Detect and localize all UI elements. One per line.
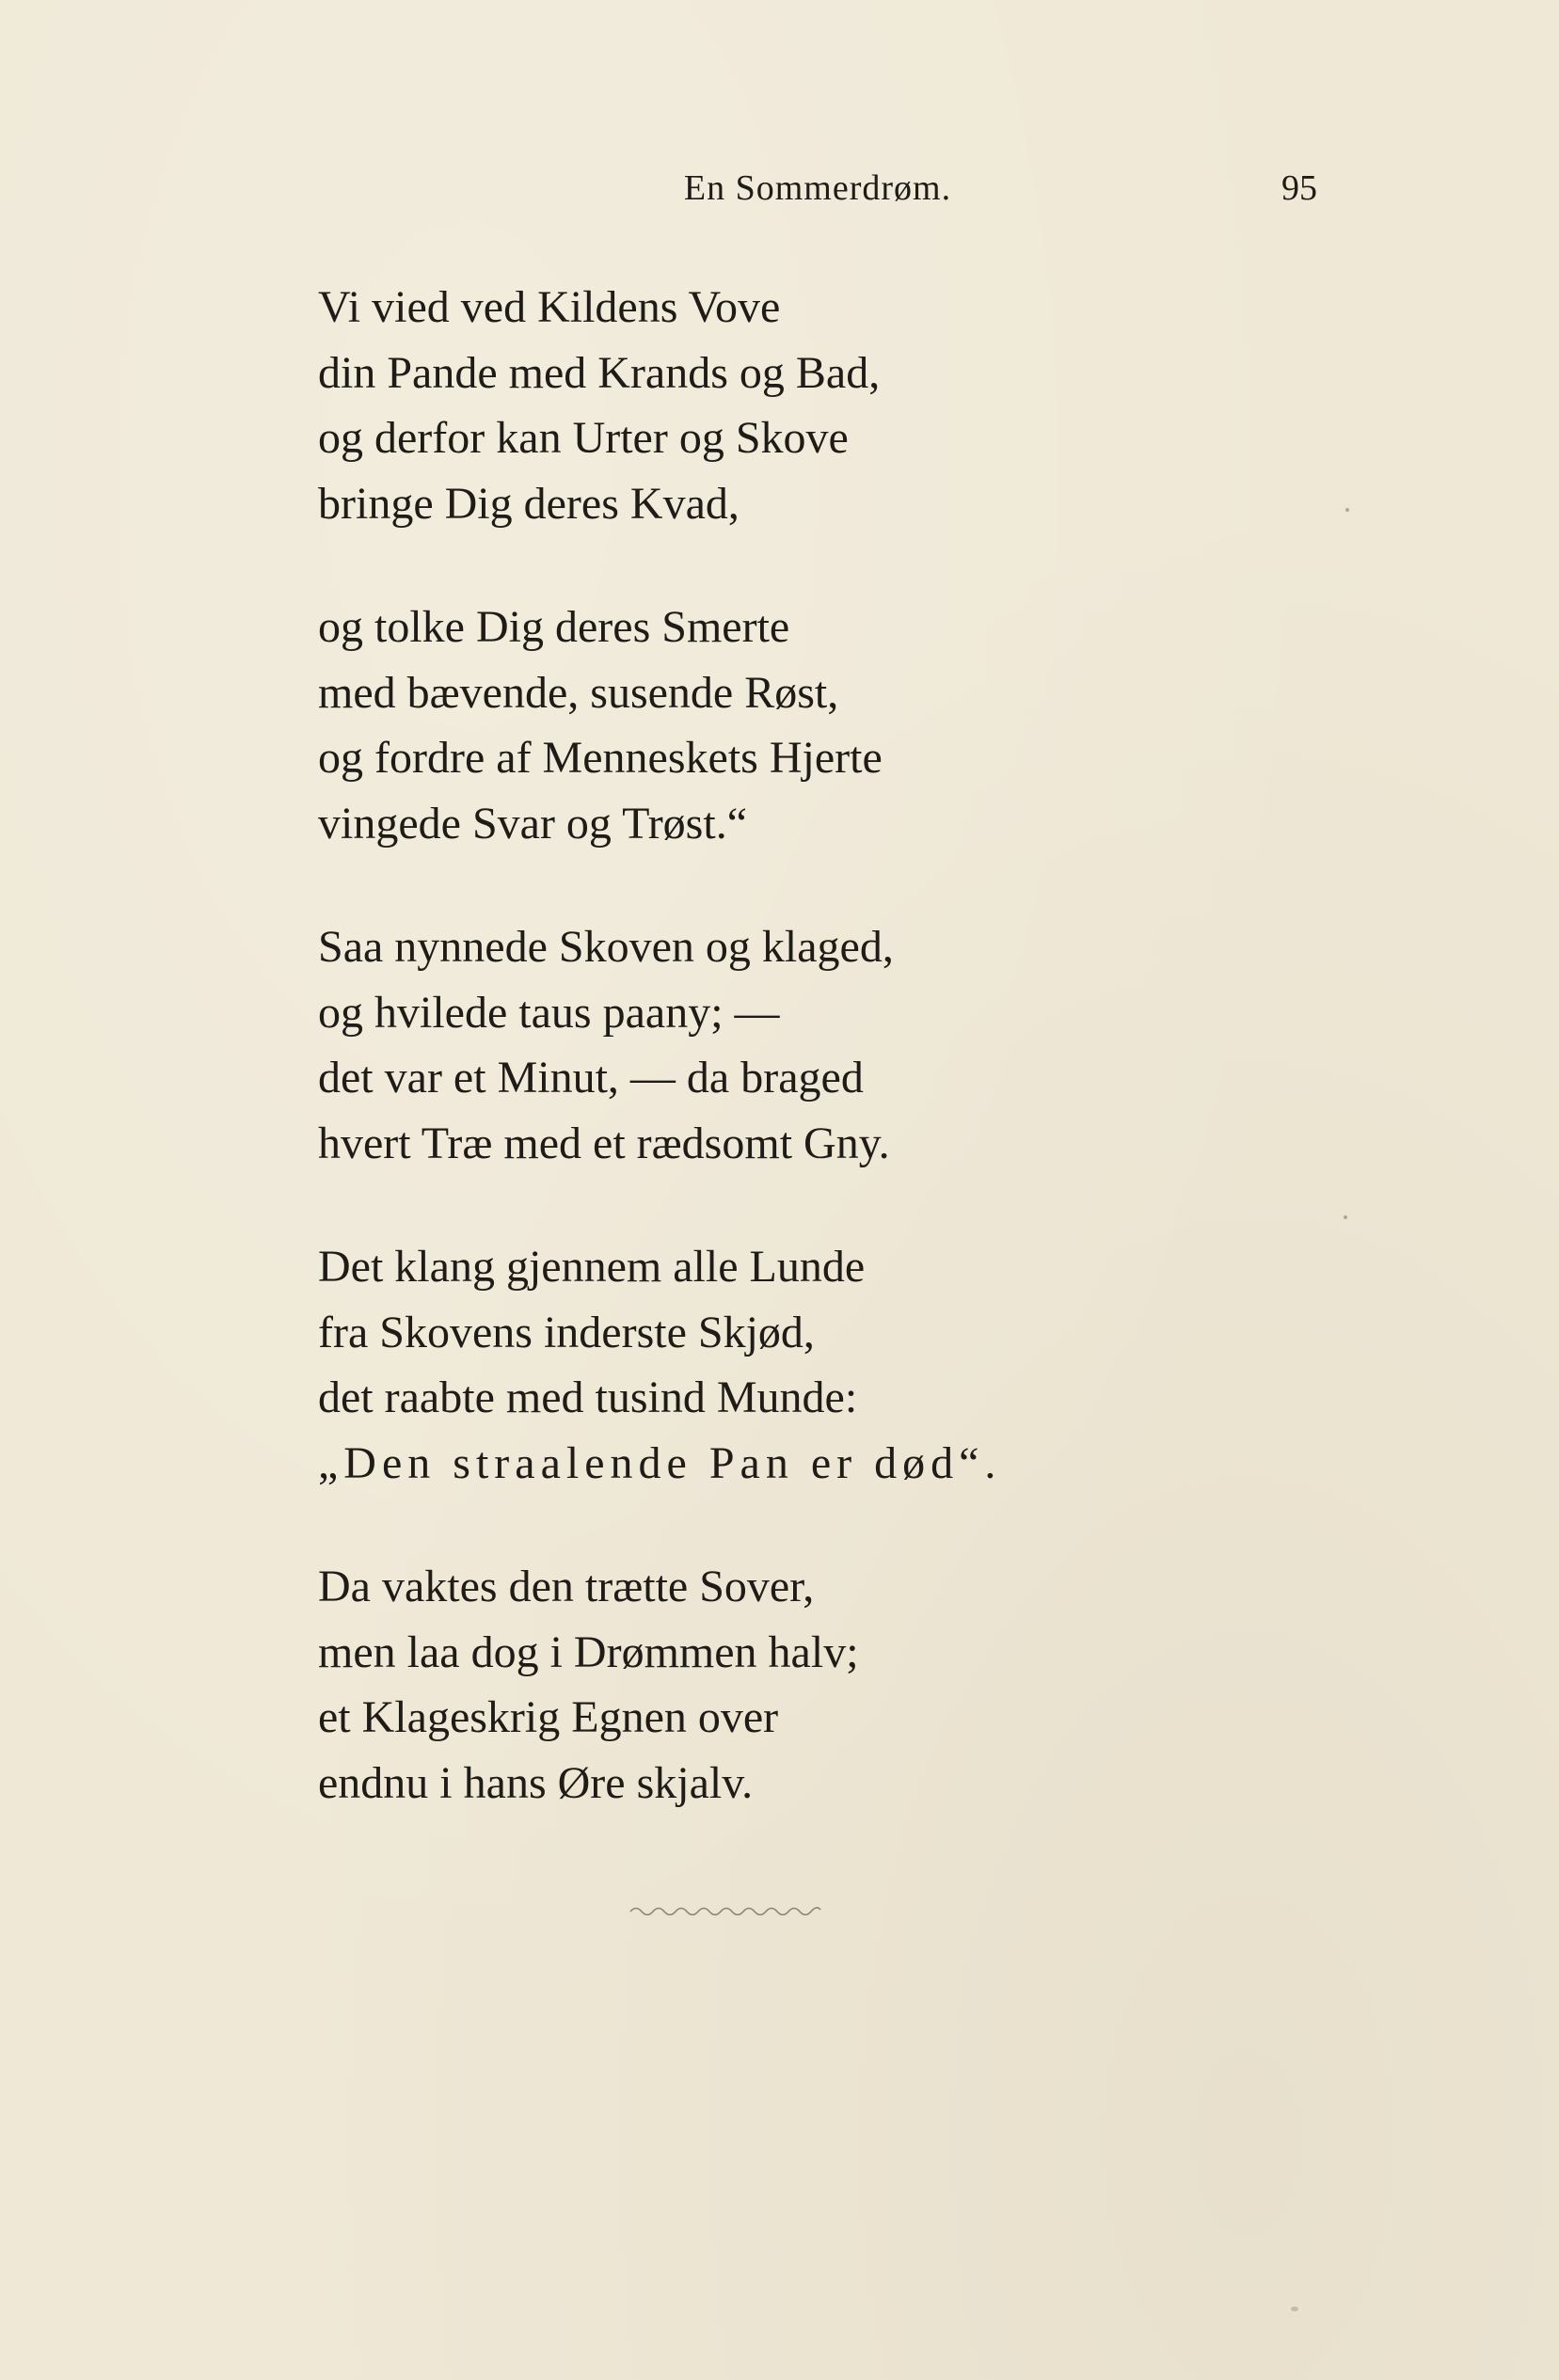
running-title: En Sommerdrøm. — [683, 168, 952, 208]
poem-line: og fordre af Menneskets Hjerte — [318, 733, 883, 783]
stanza-1 — [318, 275, 1259, 536]
poem — [318, 275, 1259, 1874]
poem-line: endnu i hans Øre skjalv. — [318, 1757, 754, 1808]
poem-line: Saa nynnede Skoven og klaged, — [318, 922, 894, 972]
poem-line: vingede Svar og Trøst.“ — [318, 798, 747, 849]
stanza-5 — [318, 1554, 1259, 1816]
stanza-4 — [318, 1234, 1259, 1496]
poem-line: men laa dog i Drømmen halv; — [318, 1626, 859, 1677]
paper-speck — [1344, 1215, 1347, 1219]
poem-line: det raabte med tusind Munde: — [318, 1372, 858, 1422]
stanza-2 — [318, 595, 1259, 856]
paper-speck — [1345, 508, 1349, 512]
poem-line: Da vaktes den trætte Sover, — [318, 1562, 815, 1611]
poem-line: hvert Træ med et rædsomt Gny. — [318, 1118, 890, 1168]
poem-line: et Klageskrig Egnen over — [318, 1692, 779, 1742]
wavy-rule-ornament-icon — [628, 1902, 822, 1921]
stanza-3 — [318, 914, 1259, 1176]
page-number: 95 — [1281, 168, 1317, 208]
poem-line: fra Skovens inderste Skjød, — [318, 1307, 815, 1357]
paper-speck — [1291, 2307, 1298, 2311]
poem-line: og tolke Dig deres Smerte — [318, 602, 790, 652]
poem-line: „Den straalende Pan er død“. — [318, 1437, 1002, 1488]
poem-line: det var et Minut, — da braged — [318, 1053, 864, 1103]
poem-line: med bævende, susende Røst, — [318, 667, 839, 718]
running-head — [318, 162, 1317, 214]
poem-line: Vi vied ved Kildens Vove — [318, 282, 781, 332]
poem-line: og hvilede taus paany; — — [318, 987, 780, 1038]
poem-line: bringe Dig deres Kvad, — [318, 478, 740, 529]
wavy-rule-svg — [628, 1902, 822, 1921]
poem-line: og derfor kan Urter og Skove — [318, 413, 849, 463]
poem-line: din Pande med Krands og Bad, — [318, 347, 881, 398]
poem-line: Det klang gjennem alle Lunde — [318, 1242, 866, 1292]
